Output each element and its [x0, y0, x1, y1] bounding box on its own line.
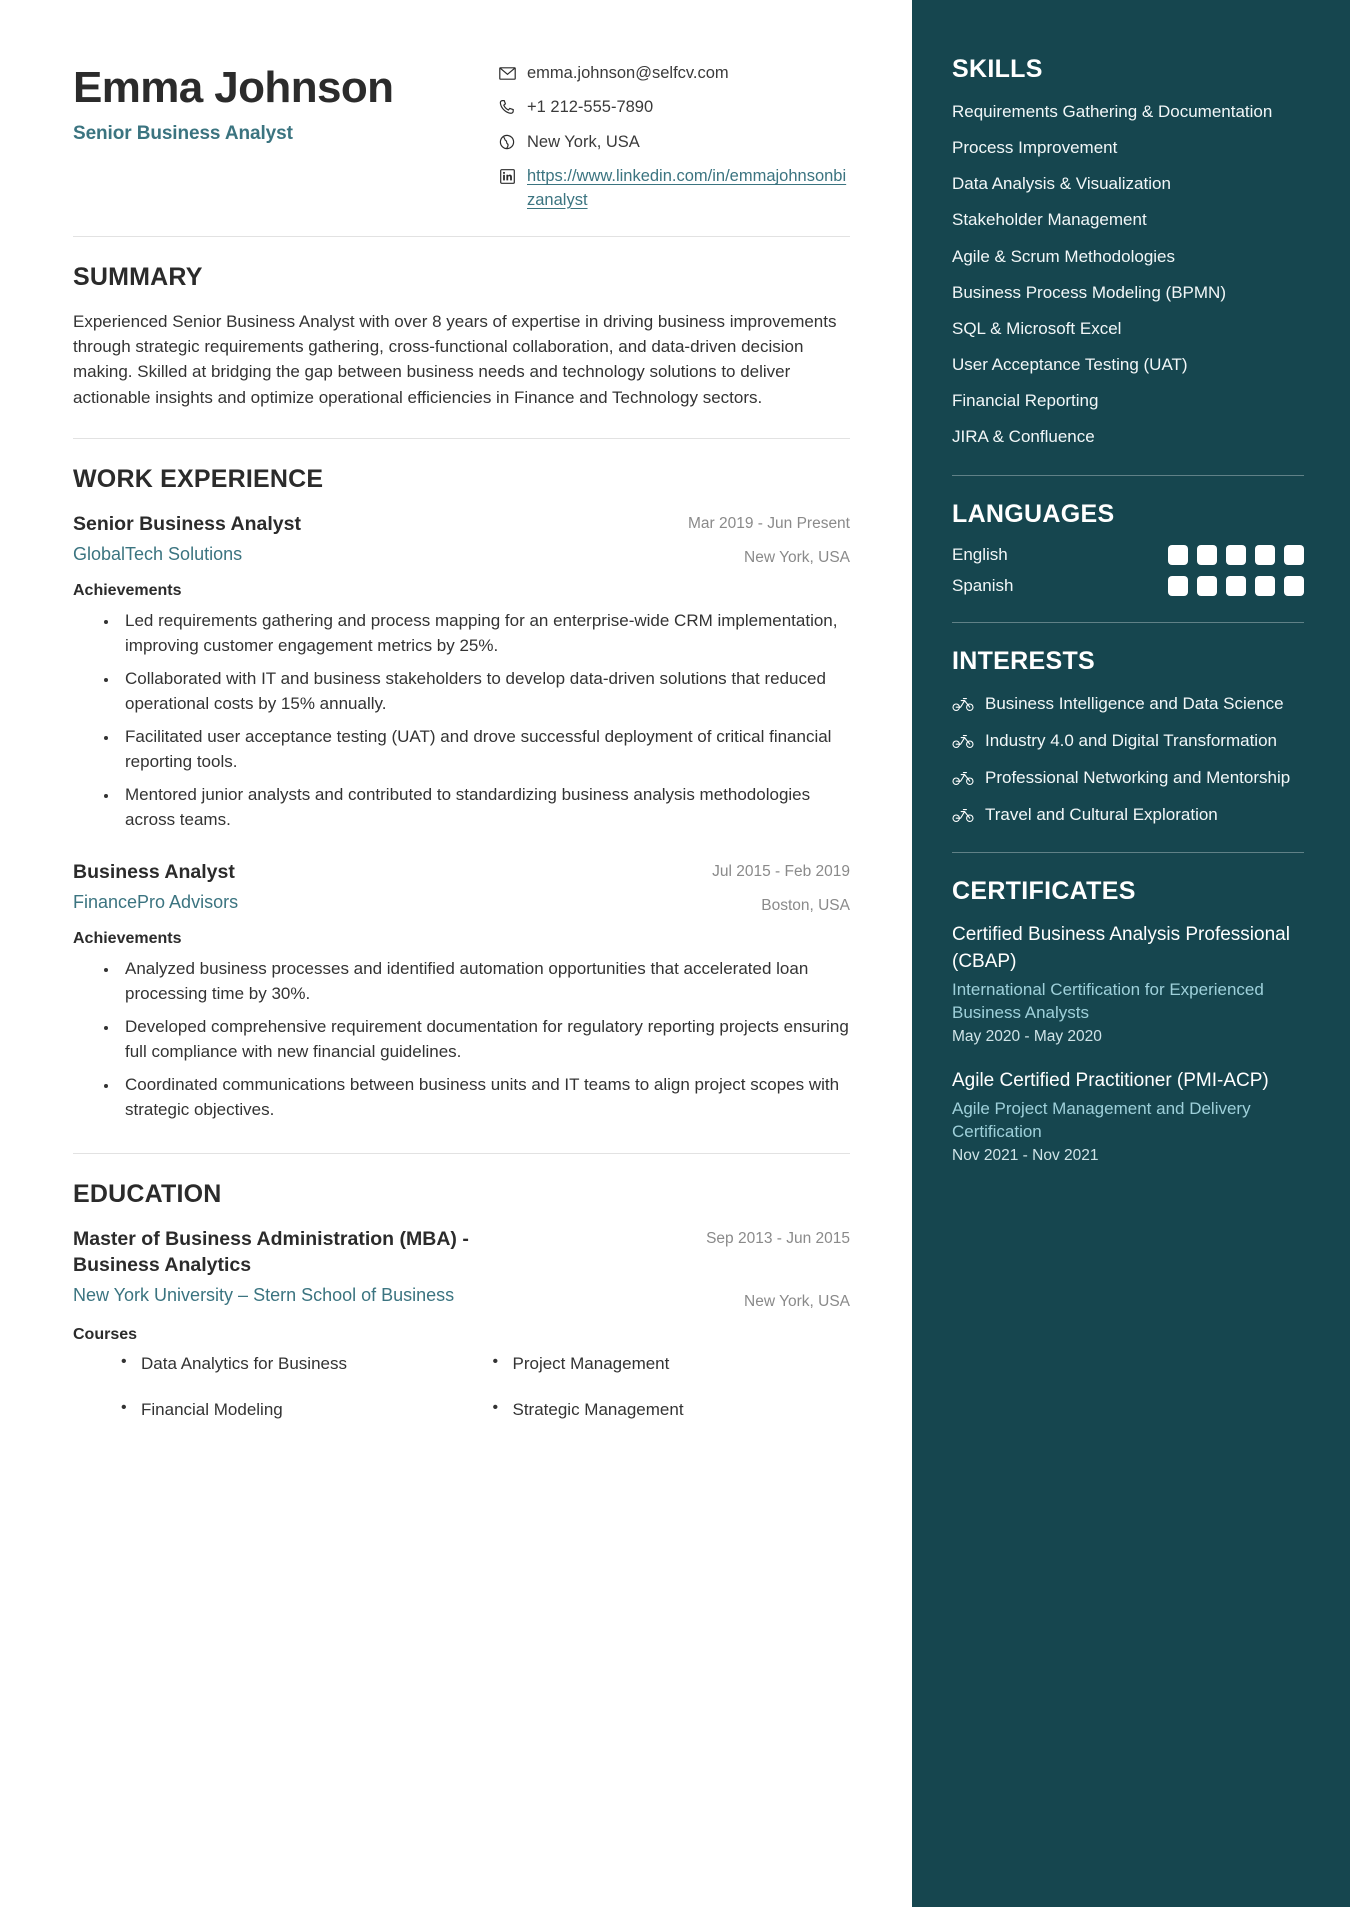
skills-title: SKILLS — [952, 55, 1043, 83]
list-item: • Project Management — [491, 1354, 851, 1374]
sidebar-section-interests — [952, 647, 1304, 826]
list-item: • Facilitated user acceptance testing (UAT) and drove successful deployment of critical financial reporting tools. — [119, 725, 850, 775]
section-education — [73, 1154, 850, 1420]
job-title: Senior Business Analyst — [73, 122, 293, 144]
experience-entry — [73, 859, 850, 1123]
experience-organization: GlobalTech Solutions — [73, 543, 243, 564]
sidebar-section-skills — [952, 55, 1304, 449]
interest-row — [952, 729, 1304, 753]
languages-title: LANGUAGES — [952, 500, 1115, 529]
sidebar — [912, 0, 1350, 1907]
work-experience-title: WORK EXPERIENCE — [73, 464, 324, 493]
contact-location-text: New York, USA — [527, 132, 640, 151]
education-entry-left — [73, 1226, 513, 1308]
list-item: • Data Analytics for Business — [119, 1354, 479, 1374]
list-item: SQL & Microsoft Excel — [952, 318, 1122, 338]
bicycle-icon — [952, 806, 974, 824]
certificate-date: Nov 2021 - Nov 2021 — [952, 1146, 1099, 1164]
bicycle-icon — [952, 695, 974, 713]
experience-achievements-list — [73, 609, 850, 833]
bicycle-icon — [952, 732, 974, 750]
experience-role: Business Analyst — [73, 860, 235, 883]
list-item: • Developed comprehensive requirement documentation for regulatory reporting projects ensuring full compliance with new financial guidelines. — [119, 1015, 850, 1065]
certificate-item — [952, 922, 1304, 1045]
summary-title: SUMMARY — [73, 263, 203, 292]
divider-languages — [952, 475, 1304, 476]
experience-entry-right — [688, 511, 850, 567]
contact-email-row — [498, 62, 850, 85]
divider-certificates — [952, 852, 1304, 853]
level-dot — [1197, 576, 1217, 596]
envelope-icon — [498, 64, 516, 82]
interests-title: INTERESTS — [952, 647, 1095, 676]
education-degree: Master of Business Administration (MBA) - Business Analytics — [73, 1227, 469, 1276]
level-dot — [1255, 576, 1275, 596]
language-level-meter — [1168, 545, 1304, 565]
list-item: • Coordinated communications between business units and IT teams to align project scopes with strategic objectives. — [119, 1073, 850, 1123]
list-item: Financial Reporting — [952, 391, 1099, 410]
contact-phone-row — [498, 96, 850, 119]
experience-achievements-label: Achievements — [73, 581, 182, 599]
level-dot — [1168, 576, 1188, 596]
level-dot — [1168, 545, 1188, 565]
resume-header — [73, 52, 850, 236]
list-item: Business Process Modeling (BPMN) — [952, 282, 1226, 302]
contact-location-row — [498, 131, 850, 154]
contact-linkedin-row[interactable] — [498, 165, 850, 212]
experience-achievements-label: Achievements — [73, 929, 182, 947]
linkedin-icon — [498, 167, 516, 185]
education-school: New York University – Stern School of Business — [73, 1284, 455, 1305]
sidebar-section-certificates — [952, 877, 1304, 1164]
list-item: Process Improvement — [952, 138, 1118, 158]
interest-label: Professional Networking and Mentorship — [985, 767, 1291, 787]
certificate-description: Agile Project Management and Delivery Certification — [952, 1099, 1251, 1142]
identity-block — [73, 52, 393, 145]
experience-entry-left — [73, 859, 688, 915]
section-summary — [73, 237, 850, 410]
interest-label: Industry 4.0 and Digital Transformation — [985, 731, 1277, 751]
education-date: Sep 2013 - Jun 2015 — [706, 1229, 850, 1247]
experience-date: Jul 2015 - Feb 2019 — [712, 862, 850, 880]
education-courses-label: Courses — [73, 1325, 138, 1343]
divider-interests — [952, 622, 1304, 623]
experience-achievements-list — [73, 957, 850, 1123]
section-work-experience-wrap — [73, 410, 850, 1123]
level-dot — [1197, 545, 1217, 565]
full-name: Emma Johnson — [73, 63, 394, 112]
list-item: Data Analysis & Visualization — [952, 174, 1171, 194]
list-item: Requirements Gathering & Documentation — [952, 102, 1273, 121]
level-dot — [1255, 545, 1275, 565]
education-title: EDUCATION — [73, 1179, 222, 1208]
bicycle-icon — [952, 769, 974, 787]
interest-row — [952, 766, 1304, 790]
list-item: Agile & Scrum Methodologies — [952, 246, 1176, 266]
sidebar-section-languages — [952, 500, 1304, 596]
list-item: User Acceptance Testing (UAT) — [952, 354, 1188, 374]
list-item: • Financial Modeling — [119, 1400, 479, 1420]
education-location: New York, USA — [744, 1292, 850, 1310]
list-item: Stakeholder Management — [952, 210, 1147, 230]
certificate-item — [952, 1068, 1304, 1165]
list-item: • Analyzed business processes and identified automation opportunities that accelerated loan processing time by 30%. — [119, 957, 850, 1007]
experience-date: Mar 2019 - Jun Present — [688, 514, 850, 532]
certificate-description: International Certification for Experienced Business Analysts — [952, 979, 1264, 1023]
experience-location: Boston, USA — [761, 896, 850, 914]
contact-email-text: emma.johnson@selfcv.com — [527, 64, 729, 82]
section-work-experience — [73, 439, 850, 1123]
certificate-date: May 2020 - May 2020 — [952, 1027, 1102, 1045]
education-entry-head — [73, 1226, 850, 1311]
education-courses-grid — [73, 1354, 850, 1420]
education-entry-right — [706, 1226, 850, 1311]
level-dot — [1226, 545, 1246, 565]
experience-entry-left — [73, 511, 664, 567]
contact-list — [498, 52, 850, 212]
list-item: • Mentored junior analysts and contributed to standardizing business analysis methodologies across teams. — [119, 783, 850, 833]
phone-icon — [498, 98, 516, 116]
language-level-meter — [1168, 576, 1304, 596]
list-item: • Strategic Management — [491, 1400, 851, 1420]
interest-label: Travel and Cultural Exploration — [985, 804, 1218, 824]
education-entry — [73, 1226, 850, 1420]
level-dot — [1284, 576, 1304, 596]
experience-location: New York, USA — [744, 548, 850, 566]
language-name: English — [952, 545, 1008, 565]
experience-entry-head — [73, 859, 850, 915]
certificates-title: CERTIFICATES — [952, 877, 1136, 906]
language-row — [952, 576, 1304, 596]
section-education-wrap — [73, 1131, 850, 1420]
contact-phone-text: +1 212-555-7890 — [527, 98, 654, 117]
list-item: JIRA & Confluence — [952, 427, 1095, 447]
list-item: • Collaborated with IT and business stakeholders to develop data-driven solutions that reduced operational costs by 15% annually. — [119, 667, 850, 717]
list-item: • Led requirements gathering and process mapping for an enterprise-wide CRM implementation, improving customer engagement metrics by 25%. — [119, 609, 850, 659]
experience-entry-right — [712, 859, 850, 915]
certificate-name: Agile Certified Practitioner (PMI-ACP) — [952, 1069, 1269, 1091]
summary-text: Experienced Senior Business Analyst with over 8 years of expertise in driving business improvements through strategic requirements gathering, cross-functional collaboration, and data-driven decision making. Skilled at bridging the gap between business needs and technology solutions to deliver actionable insights and optimize operational efficiencies in Finance and Technology sectors. — [73, 312, 837, 407]
level-dot — [1226, 576, 1246, 596]
language-name: Spanish — [952, 576, 1014, 596]
experience-role: Senior Business Analyst — [73, 512, 301, 535]
interest-row — [952, 803, 1304, 827]
interest-label: Business Intelligence and Data Science — [985, 694, 1284, 714]
interest-row — [952, 692, 1304, 716]
experience-organization: FinancePro Advisors — [73, 891, 239, 912]
language-row — [952, 545, 1304, 565]
level-dot — [1284, 545, 1304, 565]
contact-linkedin-link[interactable]: https://www.linkedin.com/in/emmajohnsonbizanalyst — [527, 167, 847, 209]
globe-icon — [498, 133, 516, 151]
experience-entry-head — [73, 511, 850, 567]
experience-entry — [73, 511, 850, 833]
certificate-name: Certified Business Analysis Professional (CBAP) — [952, 924, 1290, 972]
